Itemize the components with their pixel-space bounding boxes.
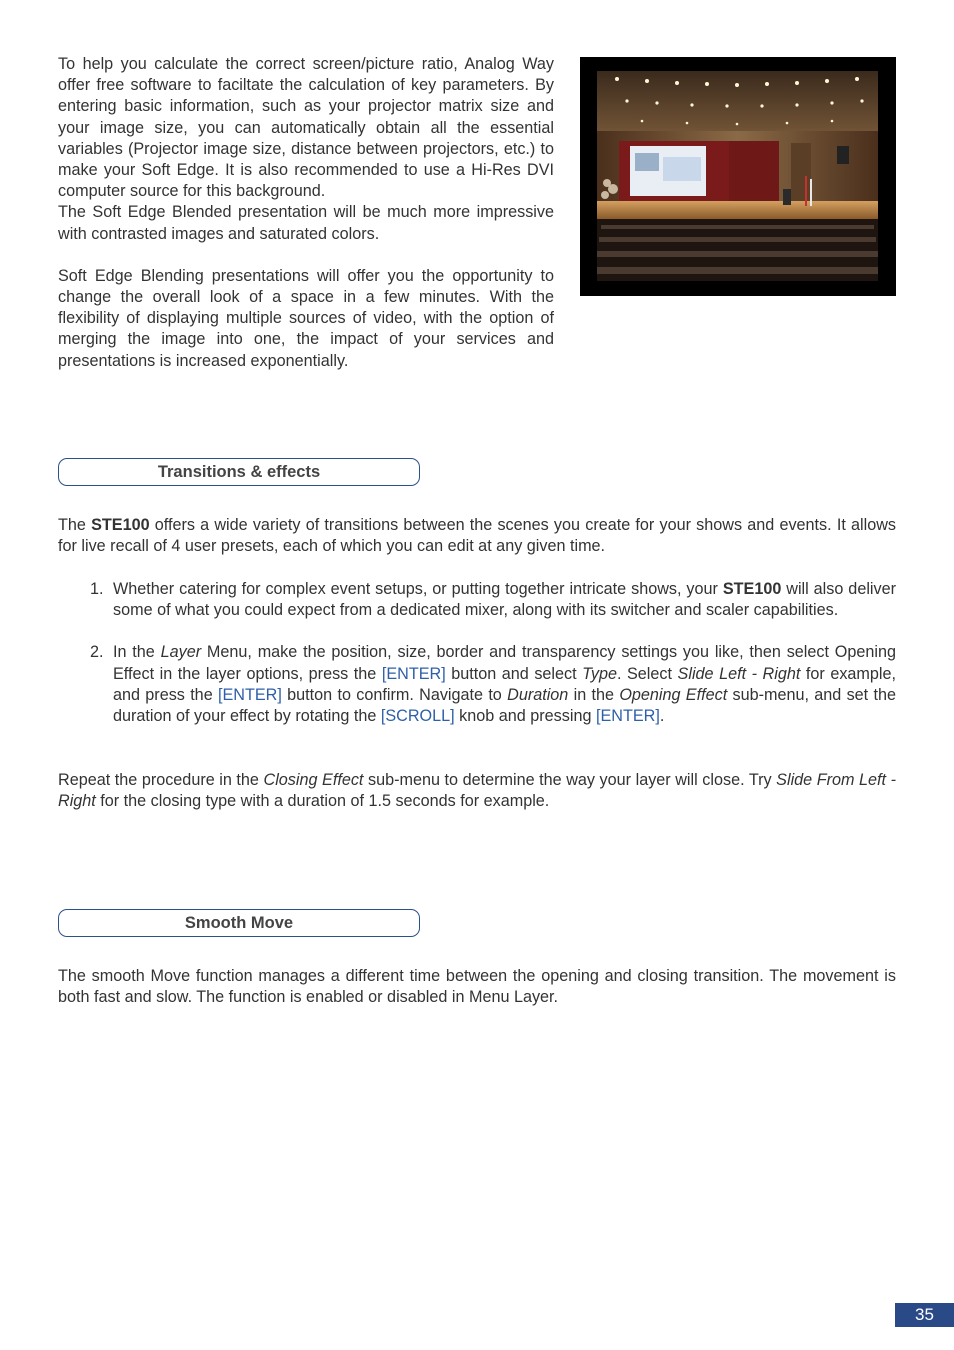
smooth-move-heading: Smooth Move [58,909,420,937]
enter-key-label: [ENTER] [595,707,660,726]
transitions-steps [90,579,896,727]
scroll-key-label: [SCROLL] [380,707,455,726]
list-item: 1. Whether catering for complex event setups, or putting together intricate shows, your STE100 will also deliver some of what you could expect from a dedicated mixer, along with its switcher and scaler capabilities. [90,580,896,620]
closing-effect-paragraph: Repeat the procedure in the Closing Effect sub-menu to determine the way your layer will close. Try Slide From Left - Right for the closing type with a duration of 1.5 seconds for example. [58,771,897,811]
auditorium-photo [580,57,896,296]
transitions-intro: The STE100 offers a wide variety of transitions between the scenes you create for your shows and events. It allows for live recall of 4 user presets, each of which you can edit at any given time. [58,516,896,556]
intro-paragraph-3: Soft Edge Blending presentations will offer you the opportunity to change the overall look of a space in a few minutes. With the flexibility of displaying multiple sources of video, with the option of merging the image into one, the impact of your services and presentations is increased exponentially. [58,266,554,370]
intro-paragraph-2: The Soft Edge Blended presentation will be much more impressive with contrasted images and saturated colors. [58,203,554,243]
intro-text [58,54,554,372]
product-name: STE100 [91,516,150,534]
product-name: STE100 [722,580,782,598]
smooth-move-paragraph: The smooth Move function manages a different time between the opening and closing transition. The movement is both fast and slow. The function is enabled or disabled in Menu Layer. [58,967,896,1007]
list-item: 2. In the Layer Menu, make the position, size, border and transparency settings you like, then select Opening Effect in the layer options, press the [ENTER] button and select Type. Select Slide Left - Right for example, and press the [ENTER] button to confirm. Navigate to Duration in the Opening Effect sub-menu, and set the duration of your effect by rotating the [SCROLL] knob and pressing [ENTER]. [90,643,896,726]
transitions-heading: Transitions & effects [58,458,420,486]
auditorium-illustration [597,71,878,281]
enter-key-label: [ENTER] [381,664,446,683]
list-number: 1. [90,580,104,598]
intro-paragraph-1: To help you calculate the correct screen/picture ratio, Analog Way offer free software to faciltate the calculation of key parameters. By entering basic information, such as your projector matrix size and your image size, you can automatically obtain all the essential variables (Projector image size, distance between projectors, etc.) to make your Soft Edge. It is also recommended to use a Hi-Res DVI computer source for this background. [58,55,554,201]
enter-key-label: [ENTER] [218,685,282,704]
paragraph-gap [58,245,554,266]
page-number: 35 [895,1303,954,1327]
list-number: 2. [90,643,104,662]
